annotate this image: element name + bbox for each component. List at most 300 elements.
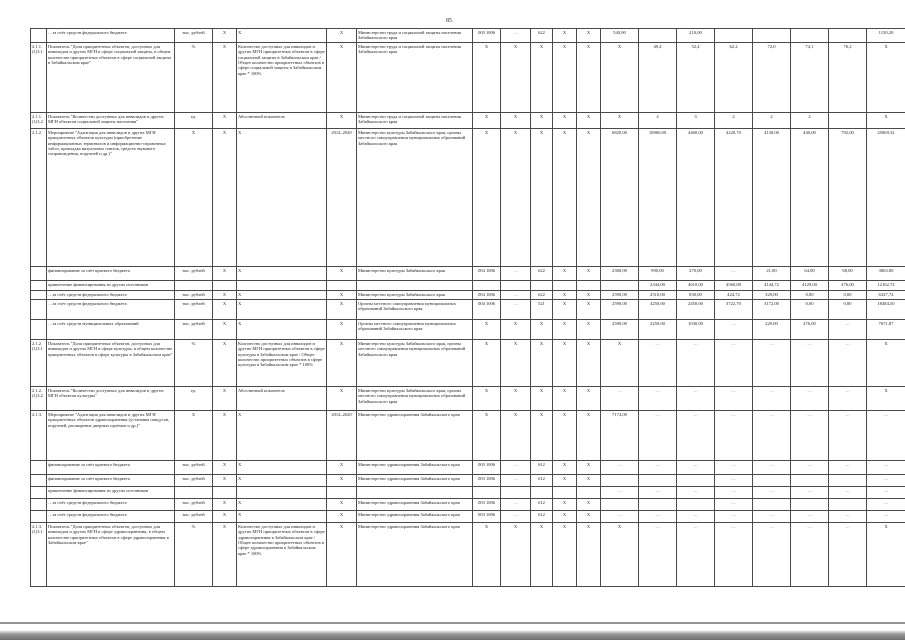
cell-unit: тыс. рублей [175,510,213,522]
cell-kbk-5: X [577,290,601,299]
cell-val-2016: … [677,522,715,586]
cell-kbk-1: 004 1006 [473,290,501,299]
cell-row-code [31,299,47,319]
cell-kbk-5: X [577,299,601,319]
cell-kbk-3: 622 [531,290,553,299]
cell-val-2020: … [829,410,867,460]
cell-val-2017: 2 [715,112,753,128]
cell-val-2014: X [601,522,639,586]
cell-kbk-1: X [473,319,501,339]
cell-val-2020 [829,29,867,43]
cell-kbk-2: X [501,410,531,460]
cell-total: X [867,112,905,128]
cell-kbk-1: X [473,386,501,410]
cell-row-title: Показатель "Количество доступных для инвалидов и других МГН объектов культуры" [47,386,175,410]
cell-val-2017: … [715,339,753,386]
cell-kbk-5: X [577,460,601,474]
cell-unit: % [175,42,213,112]
cell-val-2016: … [677,486,715,498]
cell-kbk-1: X [473,339,501,386]
cell-row-title: …за счёт средств федерального бюджета [47,29,175,43]
table-row [31,290,905,299]
cell-kbk-5: X [577,522,601,586]
cell-col-4: X [213,319,237,339]
cell-row-title: …за счёт средств федерального бюджета [47,290,175,299]
cell-row-title: привлечение финансирования из других источников [47,486,175,498]
cell-val-2015: … [639,410,677,460]
cell-val-2017: 3722,70 [715,299,753,319]
cell-total: … [867,510,905,522]
program-table [30,28,905,587]
cell-kbk-5: X [577,339,601,386]
cell-row-code [31,290,47,299]
cell-row-code: 2.1.2. (1)3.1 [31,339,47,386]
cell-val-2016: 2450,00 [677,299,715,319]
cell-kbk-1: 004 1006 [473,299,501,319]
cell-unit: X [175,128,213,266]
cell-row-title: Показатель "Доля приоритетных объектов, доступных для инвалидов и других МГН в сфере здравоохранения, в общем количестве приоритетных объектов в сфере здравоохранения в Забайкальском крае" [47,522,175,586]
cell-val-2017: … [715,386,753,410]
cell-val-2015: 2510,00 [639,290,677,299]
cell-val-2014: … [601,460,639,474]
cell-period: X [327,339,357,386]
cell-val-2017: … [715,522,753,586]
cell-formula: X [237,510,327,522]
cell-row-title: …за счёт средств федерального бюджета [47,299,175,319]
cell-kbk-3: X [531,410,553,460]
cell-val-2016: 1030,00 [677,319,715,339]
cell-kbk-2: X [501,319,531,339]
cell-col-4: X [213,522,237,586]
table-row [31,266,905,280]
cell-col-4: X [213,386,237,410]
cell-val-2014: 2590,00 [601,299,639,319]
cell-val-2018: 2 [753,112,791,128]
cell-val-2014: 6820,00 [601,128,639,266]
cell-total: … [867,486,905,498]
cell-row-title: …за счёт средств федерального бюджета [47,510,175,522]
cell-val-2020: … [829,510,867,522]
cell-val-2017: … [715,266,753,280]
cell-val-2019: 476,00 [791,319,829,339]
cell-val-2019 [791,474,829,486]
cell-kbk-4: X [553,29,577,43]
cell-val-2020: 0,00 [829,299,867,319]
cell-row-title: финансирование за счёт краевого бюджета [47,460,175,474]
cell-total: 1150,20 [867,29,905,43]
cell-executor: Органы местного самоуправления муниципальных образований Забайкальского края [357,319,473,339]
cell-kbk-4: X [553,510,577,522]
cell-val-2018: 21,00 [753,266,791,280]
cell-formula: X [237,266,327,280]
cell-kbk-1: X [473,42,501,112]
cell-total: … [867,460,905,474]
cell-val-2017 [715,29,753,43]
cell-row-title: …за счёт средств муниципальных образований [47,319,175,339]
cell-formula: X [237,299,327,319]
cell-val-2019: … [791,486,829,498]
cell-total: 12162,72 [867,280,905,290]
cell-val-2019: … [791,510,829,522]
cell-val-2020: 76,2 [829,42,867,112]
cell-period: 2014–2020 [327,410,357,460]
cell-val-2018: 3172,00 [753,299,791,319]
cell-val-2017: 424,72 [715,290,753,299]
cell-val-2014: 540,00 [601,29,639,43]
cell-val-2018: … [753,522,791,586]
cell-row-code: 2.1.3. (1)3.1 [31,522,47,586]
cell-val-2020: … [829,386,867,410]
cell-kbk-1 [473,486,501,498]
cell-kbk-5: X [577,410,601,460]
cell-val-2014: X [601,42,639,112]
cell-val-2016: 4460,00 [677,128,715,266]
cell-kbk-3: X [531,339,553,386]
cell-val-2018 [753,474,791,486]
cell-val-2016: 210,00 [677,29,715,43]
cell-row-title: финансирование за счёт краевого бюджета [47,266,175,280]
cell-kbk-3: 612 [531,460,553,474]
cell-val-2016: 3 [677,112,715,128]
cell-val-2019 [791,498,829,510]
cell-val-2014: … [601,510,639,522]
cell-executor: Министерство здравоохранения Забайкальского края [357,522,473,586]
cell-val-2019: … [791,339,829,386]
cell-kbk-4: X [553,339,577,386]
cell-val-2020: 68,00 [829,266,867,280]
cell-unit: % [175,339,213,386]
cell-kbk-2: … [501,29,531,43]
cell-row-code [31,510,47,522]
cell-total: X [867,386,905,410]
cell-kbk-5: X [577,498,601,510]
table-row [31,299,905,319]
cell-kbk-1: X [473,112,501,128]
cell-val-2015: 10860,00 [639,128,677,266]
cell-val-2015: 49,4 [639,42,677,112]
table-row [31,29,905,43]
cell-val-2014 [601,498,639,510]
cell-val-2018: 4144,72 [753,280,791,290]
cell-val-2015: … [639,522,677,586]
cell-kbk-2: … [501,510,531,522]
cell-executor: Министерство здравоохранения Забайкальского края [357,498,473,510]
cell-val-2018: … [753,510,791,522]
cell-period [327,486,357,498]
cell-col-4: X [213,29,237,43]
cell-kbk-1: X [473,410,501,460]
cell-val-2016: 52,4 [677,42,715,112]
cell-row-code: 2.1.1. (1)3.2 [31,112,47,128]
cell-val-2017: … [715,510,753,522]
cell-executor: Министерство здравоохранения Забайкальского края [357,474,473,486]
cell-kbk-2: X [501,128,531,266]
cell-kbk-2 [501,486,531,498]
cell-total: X [867,42,905,112]
cell-row-title: Мероприятие "Адаптация для инвалидов и других МГН приоритетных объектов культуры (приобретение информационных терминалов и информационно-справочных табло, прокладка визуальных плиток, средств звукового сопровождения, поручней и др.)" [47,128,175,266]
cell-val-2019: 0,00 [791,299,829,319]
cell-formula [237,280,327,290]
cell-row-code [31,319,47,339]
cell-unit: тыс. рублей [175,474,213,486]
cell-executor: Министерство культуры Забайкальского края, органы местного самоуправления муниципальных образований Забайкальского края [357,386,473,410]
cell-executor: Министерство культуры Забайкальского края [357,266,473,280]
cell-period: X [327,460,357,474]
cell-kbk-5 [577,486,601,498]
cell-col-4: X [213,266,237,280]
cell-val-2014: 2590,00 [601,319,639,339]
cell-formula: Количество доступных для инвалидов и других МГН приоритетных объектов в сфере социальной защиты в Забайкальском крае / Общее количество приоритетных объектов в сфере социальной защиты в Забайкальском крае * 100% [237,42,327,112]
cell-val-2016: … [677,386,715,410]
cell-period [327,280,357,290]
cell-kbk-4: X [553,522,577,586]
cell-executor: Министерство культуры Забайкальского края, органы местного самоуправления муниципальных образований Забайкальского края [357,128,473,266]
cell-val-2015: … [639,339,677,386]
cell-kbk-5: X [577,386,601,410]
cell-kbk-3: X [531,522,553,586]
cell-val-2020 [829,112,867,128]
cell-val-2017: 62,2 [715,42,753,112]
cell-val-2020: … [829,522,867,586]
cell-row-title: …за счёт средств федерального бюджета [47,498,175,510]
cell-val-2014: X [601,112,639,128]
cell-kbk-2: … [501,290,531,299]
cell-unit [175,486,213,498]
cell-kbk-3: 612 [531,498,553,510]
cell-kbk-2: … [501,460,531,474]
cell-kbk-5: X [577,474,601,486]
cell-unit: ед. [175,112,213,128]
cell-val-2017: 4220,70 [715,128,753,266]
cell-kbk-3: 612 [531,474,553,486]
cell-executor: Министерство здравоохранения Забайкальского края [357,460,473,474]
table-row [31,486,905,498]
cell-kbk-2: X [501,522,531,586]
cell-val-2014: 2590,00 [601,290,639,299]
cell-val-2015: … [639,460,677,474]
cell-kbk-4: X [553,319,577,339]
cell-kbk-3: X [531,42,553,112]
cell-kbk-1: 003 1006 [473,29,501,43]
cell-period: X [327,42,357,112]
cell-val-2015: … [639,510,677,522]
cell-total: 6327,72 [867,290,905,299]
table-row [31,498,905,510]
cell-val-2014: … [601,486,639,498]
cell-val-2018: 4130,00 [753,128,791,266]
cell-val-2018: 329,00 [753,290,791,299]
cell-val-2014: 7174,00 [601,410,639,460]
cell-unit: % [175,522,213,586]
cell-col-4: X [213,290,237,299]
cell-period: 2014–2020 [327,128,357,266]
page-number: 85 [446,18,452,24]
cell-formula: X [237,29,327,43]
cell-val-2019: … [791,386,829,410]
cell-formula: Количество доступных для инвалидов и других МГН приоритетных объектов в сфере здравоохранения в Забайкальском крае / Общее количество приоритетных объектов в сфере здравоохранения в Забайкальском крае * 100% [237,522,327,586]
cell-executor: Министерство труда и социальной защиты населения Забайкальского края [357,29,473,43]
cell-val-2020: 0,00 [829,290,867,299]
cell-val-2017: … [715,460,753,474]
table-row [31,474,905,486]
cell-total: 18484,50 [867,299,905,319]
cell-val-2019: 440,00 [791,128,829,266]
cell-col-4: X [213,510,237,522]
cell-executor: Министерство труда и социальной защиты населения Забайкальского края [357,42,473,112]
cell-period: X [327,290,357,299]
scan-edge-line [0,622,905,624]
cell-val-2017: … [715,410,753,460]
cell-formula: Количество доступных для инвалидов и других МГН приоритетных объектов в сфере культуры в Забайкальском крае / Общее количество приоритетных объектов в сфере культуры в Забайкальском крае * 100% [237,339,327,386]
cell-val-2019: … [791,460,829,474]
cell-kbk-1: 003 1006 [473,510,501,522]
cell-val-2020: 476,00 [829,280,867,290]
cell-unit [175,280,213,290]
cell-val-2019 [791,29,829,43]
cell-kbk-2: … [501,266,531,280]
cell-val-2019: 0,00 [791,290,829,299]
cell-kbk-3: 622 [531,29,553,43]
cell-col-4: X [213,460,237,474]
cell-val-2019: 4129,00 [791,280,829,290]
cell-val-2016: … [677,339,715,386]
cell-kbk-5: X [577,319,601,339]
cell-val-2017: … [715,319,753,339]
cell-col-4 [213,486,237,498]
cell-kbk-1: X [473,522,501,586]
cell-val-2020: … [829,486,867,498]
cell-period: X [327,29,357,43]
cell-total: … [867,474,905,486]
table-row [31,460,905,474]
cell-formula: X [237,474,327,486]
cell-kbk-4: X [553,498,577,510]
cell-total: … [867,410,905,460]
table-row [31,410,905,460]
cell-kbk-2 [501,280,531,290]
cell-kbk-3 [531,486,553,498]
cell-total: 25869,32 [867,128,905,266]
cell-val-2018: … [753,486,791,498]
cell-val-2017: … [715,498,753,510]
cell-col-4: X [213,112,237,128]
cell-val-2015: 2344,00 [639,280,677,290]
cell-val-2018 [753,498,791,510]
cell-unit: тыс. рублей [175,29,213,43]
cell-kbk-4: X [553,410,577,460]
cell-kbk-3: X [531,319,553,339]
cell-val-2018: … [753,410,791,460]
cell-val-2018: … [753,460,791,474]
cell-period: X [327,510,357,522]
cell-col-4: X [213,339,237,386]
cell-kbk-1 [473,280,501,290]
table-row [31,386,905,410]
cell-kbk-4: X [553,386,577,410]
cell-col-4: X [213,128,237,266]
cell-kbk-3: 622 [531,266,553,280]
cell-period: X [327,319,357,339]
cell-val-2019: … [791,410,829,460]
cell-kbk-1: 003 1006 [473,474,501,486]
cell-val-2015 [639,498,677,510]
cell-val-2016: 4610,00 [677,280,715,290]
cell-total: … [867,498,905,510]
cell-val-2020: … [829,339,867,386]
cell-period: X [327,299,357,319]
cell-kbk-5: X [577,29,601,43]
cell-val-2014 [601,280,639,290]
cell-val-2016: … [677,510,715,522]
cell-kbk-4: X [553,112,577,128]
cell-kbk-2: … [501,299,531,319]
cell-val-2014: … [601,386,639,410]
cell-kbk-4 [553,280,577,290]
cell-period: X [327,474,357,486]
cell-val-2020: … [829,319,867,339]
cell-kbk-3 [531,280,553,290]
cell-formula [237,486,327,498]
cell-executor [357,486,473,498]
cell-executor: Министерство труда и социальной защиты населения Забайкальского края [357,112,473,128]
cell-kbk-4: X [553,299,577,319]
cell-unit: тыс. рублей [175,460,213,474]
cell-kbk-2: … [501,498,531,510]
cell-row-code: 2.1.2. (1)3.2 [31,386,47,410]
cell-executor: Министерство здравоохранения Забайкальского края [357,510,473,522]
cell-kbk-2: X [501,339,531,386]
cell-kbk-4: X [553,266,577,280]
cell-val-2019: … [791,522,829,586]
cell-kbk-5: X [577,128,601,266]
table-row [31,339,905,386]
cell-val-2016: … [677,410,715,460]
cell-row-code [31,280,47,290]
cell-kbk-1: X [473,128,501,266]
cell-val-2016: 830,00 [677,290,715,299]
cell-val-2016: 270,00 [677,266,715,280]
cell-executor: Министерство культуры Забайкальского края [357,290,473,299]
cell-formula: Абсолютный показатель [237,112,327,128]
cell-kbk-4: X [553,128,577,266]
cell-row-code [31,29,47,43]
table-row [31,128,905,266]
cell-executor: Министерство культуры Забайкальского края, органы местного самоуправления муниципальных образований Забайкальского края [357,339,473,386]
cell-row-code [31,460,47,474]
cell-total: 3863,00 [867,266,905,280]
cell-val-2016 [677,474,715,486]
cell-kbk-3: X [531,128,553,266]
cell-kbk-1: 004 1006 [473,266,501,280]
cell-row-title: Показатель "Доля приоритетных объектов, доступных для инвалидов и других МГН в сфере культуры, в общем количестве приоритетных объектов в сфере культуры в Забайкальском крае" [47,339,175,386]
cell-formula: X [237,460,327,474]
cell-val-2017: 4560,00 [715,280,753,290]
cell-val-2015: 4 [639,112,677,128]
cell-kbk-3: X [531,386,553,410]
cell-col-4: X [213,42,237,112]
cell-kbk-2: X [501,386,531,410]
table-row [31,42,905,112]
cell-val-2016: … [677,460,715,474]
cell-row-title: Показатель "Доля приоритетных объектов, доступных для инвалидов и других МГН в сфере социальной защиты, в общем количестве приоритетных объектов в сфере социальной защиты в Забайкальском крае" [47,42,175,112]
cell-formula: X [237,498,327,510]
cell-unit: ед. [175,386,213,410]
cell-kbk-1: 003 1006 [473,498,501,510]
cell-kbk-5: X [577,510,601,522]
cell-col-4: X [213,498,237,510]
cell-kbk-5: X [577,42,601,112]
cell-val-2018: … [753,339,791,386]
